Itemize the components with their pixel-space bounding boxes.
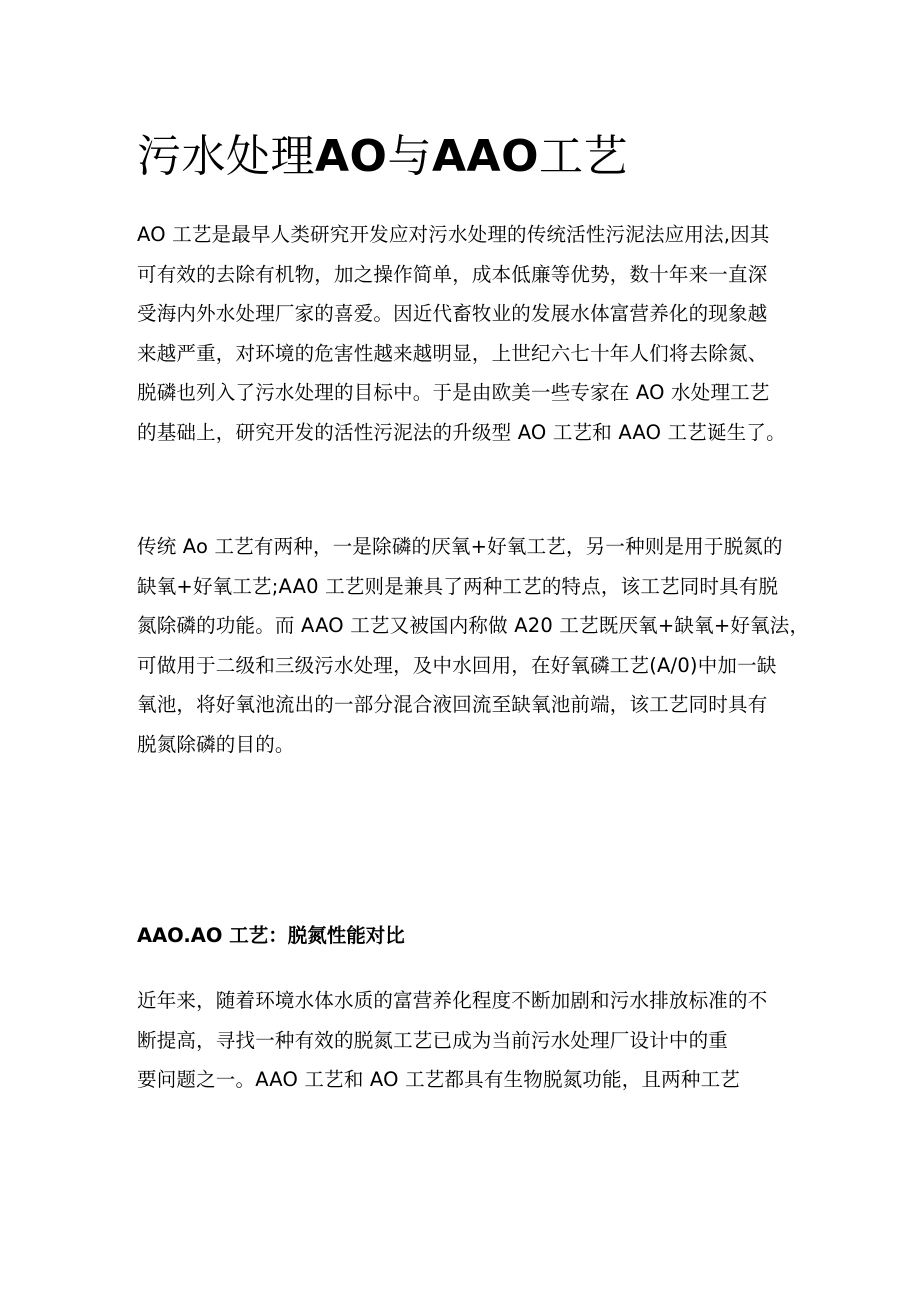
title-text-3: 工艺: [538, 131, 628, 182]
paragraph-line: 近年来，随着环境水体水质的富营养化程度不断加剧和污水排放标准的不: [137, 989, 768, 1012]
paragraph-traditional-ao: [137, 527, 810, 765]
paragraph-line: AO 工艺是最早人类研究开发应对污水处理的传统活性污泥法应用法,因其: [137, 223, 770, 246]
paragraph-line: 氧池，将好氧池流出的一部分混合液回流至缺氧池前端，该工艺同时具有: [137, 693, 768, 717]
title-text-1: 污水处理: [137, 131, 315, 182]
paragraph-line: 脱磷也列入了污水处理的目标中。于是由欧美一些专家在 AO 水处理工艺: [137, 381, 770, 405]
title-text-aao: AAO: [431, 131, 539, 182]
title-text-ao: AO: [315, 131, 388, 182]
paragraph-line: 氮除磷的功能。而 AAO 工艺又被国内称做 A20 工艺既厌氧+缺氧+好氧法，: [137, 614, 810, 638]
title-text-2: 与: [387, 131, 432, 182]
paragraph-line: 可做用于二级和三级污水处理，及中水回用，在好氧磷工艺(A/0)中加一缺: [137, 653, 777, 677]
paragraph-line: 缺氧+好氧工艺;AA0 工艺则是兼具了两种工艺的特点，该工艺同时具有脱: [137, 574, 779, 598]
paragraph-comparison: [137, 981, 797, 1100]
section-heading: AAO.AO 工艺：脱氮性能对比: [137, 924, 405, 947]
paragraph-line: 传统 Ao 工艺有两种，一是除磷的厌氧+好氧工艺，另一种则是用于脱氮的: [137, 535, 783, 558]
paragraph-line: 断提高，寻找一种有效的脱氮工艺已成为当前污水处理厂设计中的重: [137, 1028, 729, 1052]
paragraph-line: 脱氮除磷的目的。: [137, 732, 295, 756]
paragraph-line: 的基础上，研究开发的活性污泥法的升级型 AO 工艺和 AAO 工艺诞生了。: [137, 420, 786, 444]
paragraph-line: 来越严重，对环境的危害性越来越明显，上世纪六七十年人们将去除氮、: [137, 341, 768, 365]
paragraph-line: 要问题之一。AAO 工艺和 AO 工艺都具有生物脱氮功能，且两种工艺: [137, 1068, 740, 1092]
paragraph-line: 受海内外水处理厂家的喜爱。因近代畜牧业的发展水体富营养化的现象越: [137, 302, 768, 326]
paragraph-intro: [137, 215, 797, 453]
document-title: [137, 128, 628, 186]
paragraph-line: 可有效的去除有机物，加之操作简单，成本低廉等优势，数十年来一直深: [137, 262, 768, 286]
